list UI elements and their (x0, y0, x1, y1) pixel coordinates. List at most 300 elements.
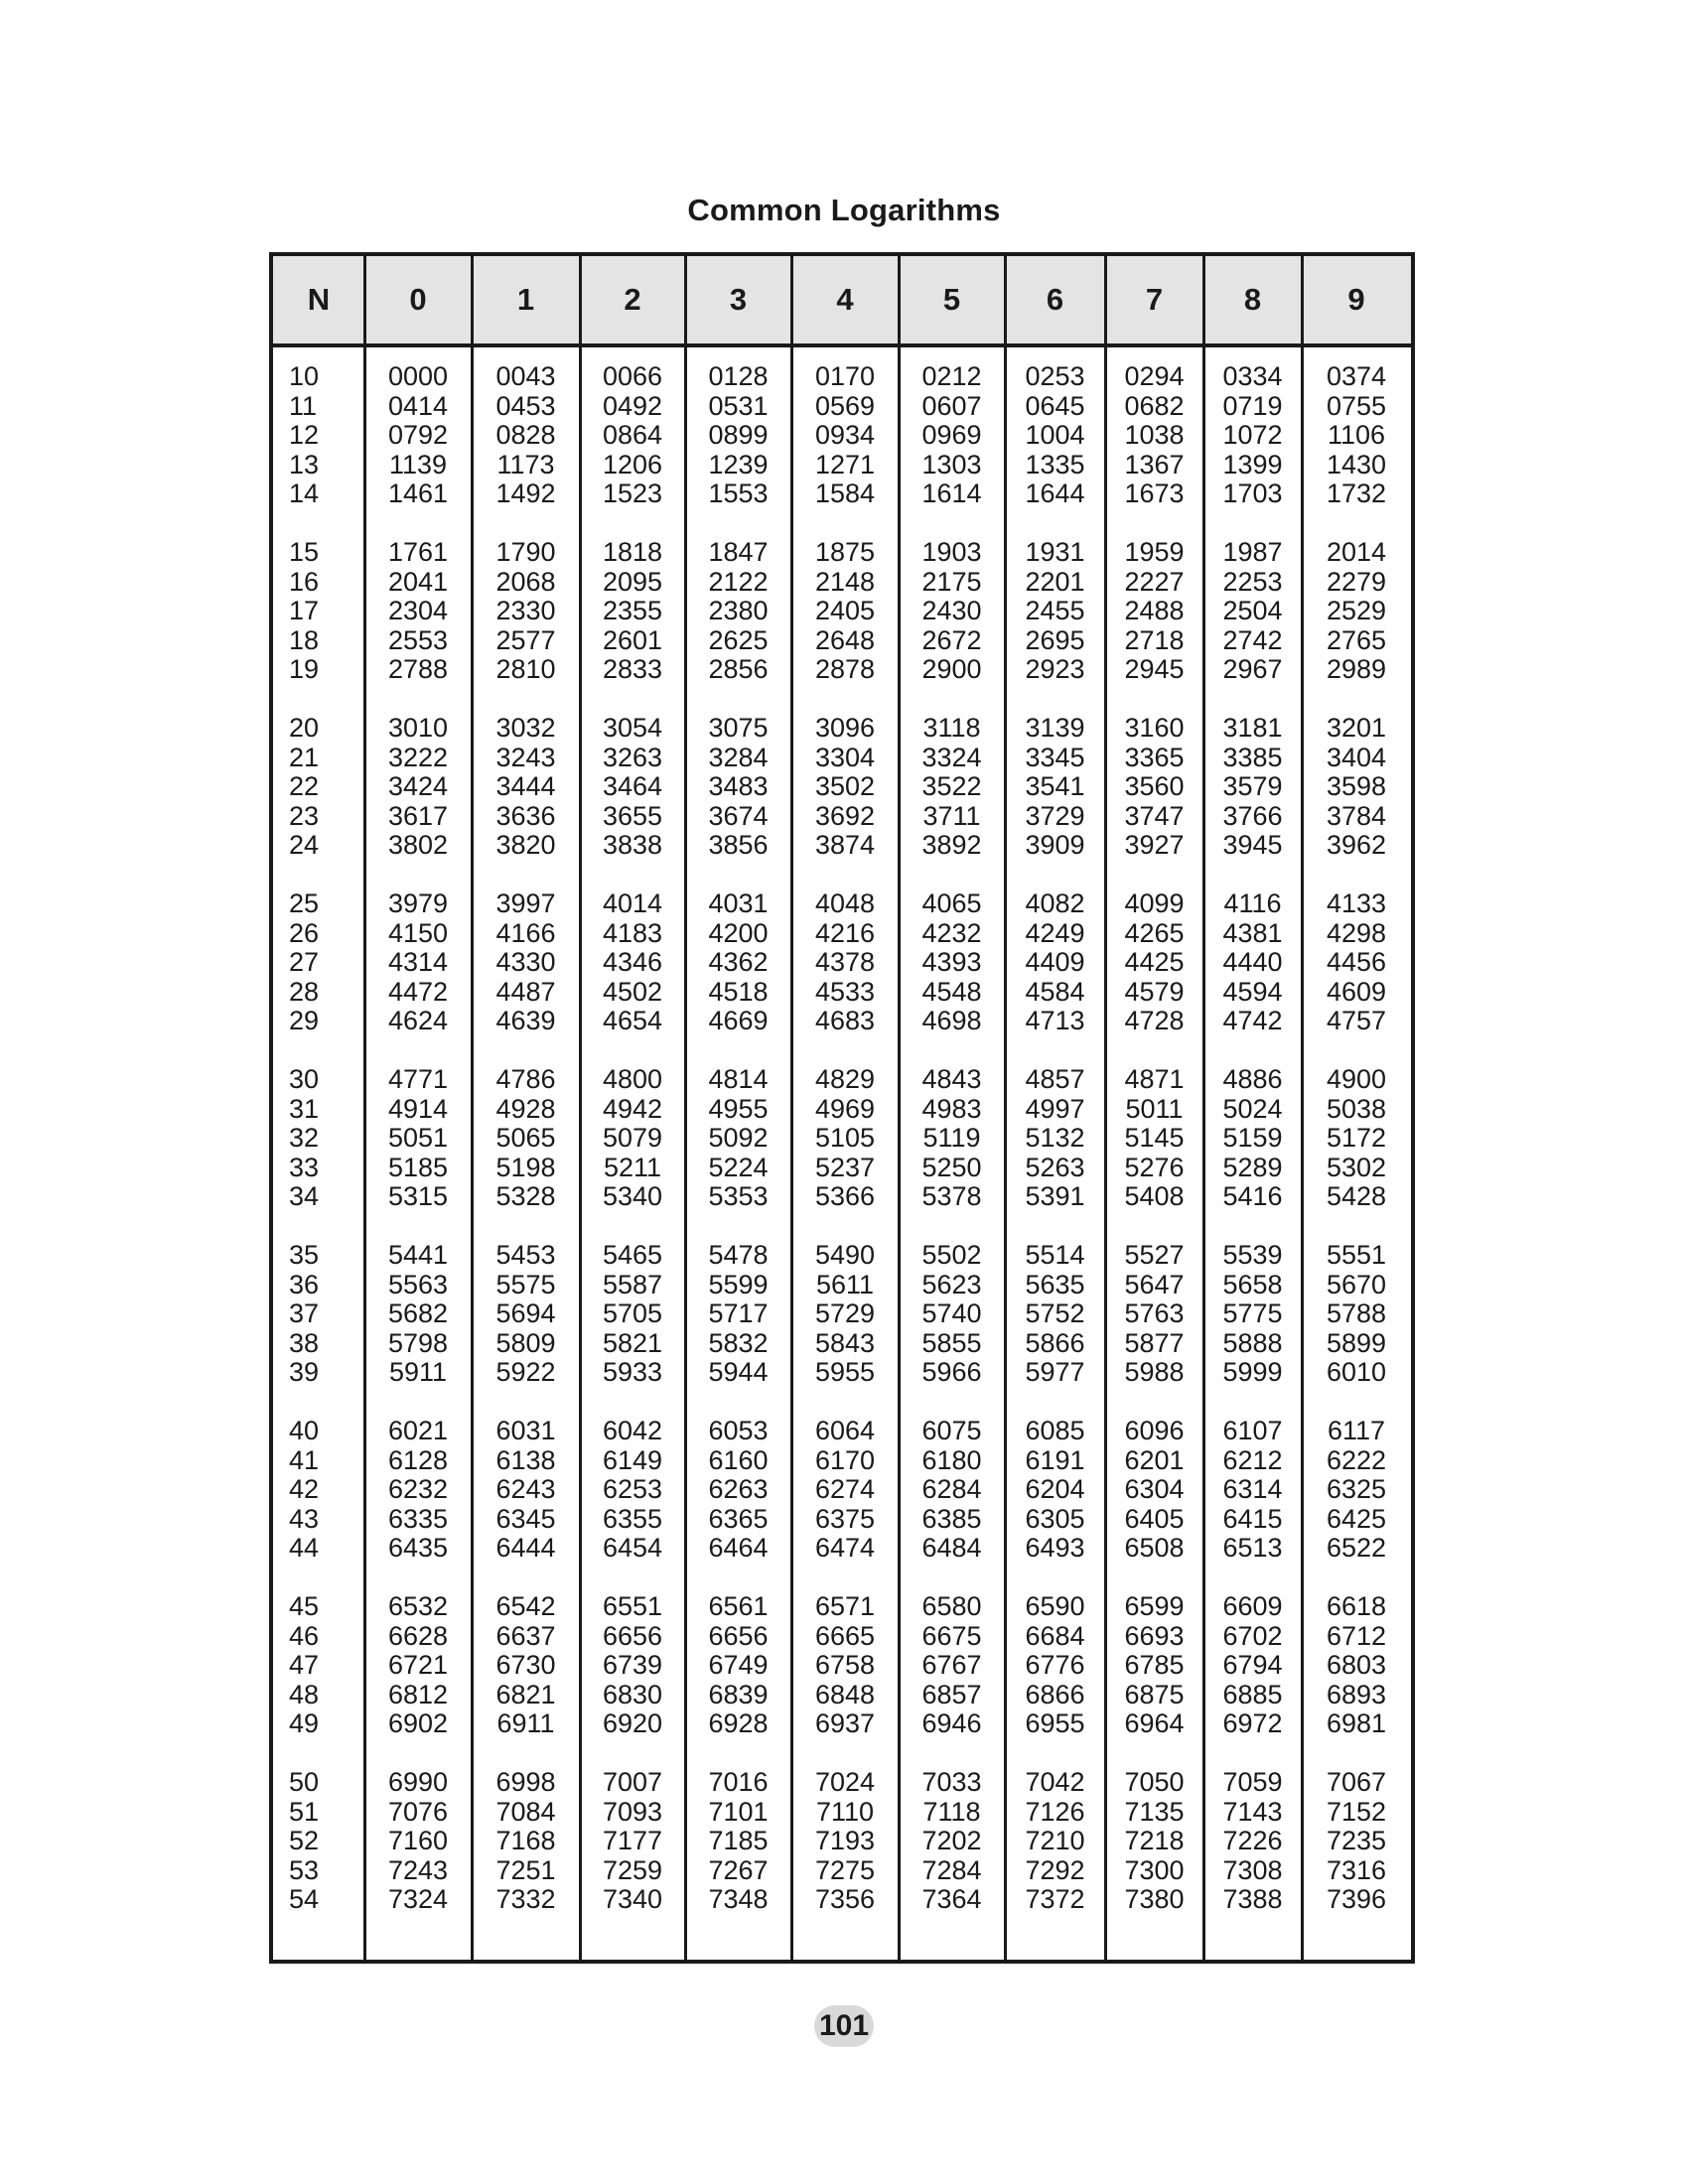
log-value-cell: 7059 (1222, 1767, 1283, 1797)
log-value-cell: 1761 (387, 537, 449, 567)
log-value-cell: 3766 (1222, 800, 1283, 831)
row-number-cell: 52 (289, 1826, 320, 1856)
log-value-cell: 1492 (495, 478, 556, 509)
log-value-cell: 6053 (708, 1416, 769, 1445)
log-value-cell: 4969 (814, 1093, 876, 1124)
log-value-cell: 5977 (1025, 1357, 1085, 1388)
log-value-cell: 4900 (1326, 1064, 1387, 1094)
log-value-cell: 5263 (1025, 1152, 1085, 1182)
log-value-cell: 4065 (921, 888, 982, 918)
log-value-cell: 5011 (1125, 1093, 1184, 1124)
column-header-n: N (307, 282, 331, 317)
log-value-cell: 1271 (814, 449, 876, 479)
log-value-cell: 3711 (922, 800, 981, 831)
log-value-cell: 1139 (388, 449, 448, 479)
log-value-cell: 6920 (602, 1708, 663, 1739)
log-value-cell: 4346 (602, 947, 663, 978)
log-value-cell: 6812 (387, 1679, 449, 1709)
log-value-cell: 6618 (1326, 1591, 1387, 1621)
log-value-cell: 5911 (388, 1357, 448, 1388)
log-value-cell: 1303 (921, 449, 982, 479)
log-value-cell: 6075 (921, 1416, 982, 1445)
log-value-cell: 1553 (708, 478, 769, 509)
log-value-cell: 6325 (1326, 1474, 1387, 1505)
log-value-cell: 3945 (1222, 830, 1283, 861)
log-value-cell: 5441 (387, 1240, 449, 1270)
row-number-cell: 43 (289, 1503, 320, 1534)
log-value-cell: 2304 (387, 596, 449, 626)
log-value-cell: 2504 (1222, 596, 1283, 626)
log-value-cell: 7177 (602, 1826, 663, 1856)
log-value-cell: 4425 (1124, 947, 1185, 978)
log-value-cell: 4116 (1223, 888, 1282, 918)
log-value-cell: 6513 (1222, 1533, 1283, 1564)
log-value-cell: 4871 (1124, 1064, 1185, 1094)
log-value-cell: 5514 (1025, 1240, 1085, 1270)
log-value-cell: 3747 (1124, 800, 1185, 831)
log-value-cell: 2227 (1124, 566, 1185, 597)
log-value-cell: 3160 (1124, 713, 1185, 743)
log-value-cell: 7126 (1025, 1796, 1085, 1827)
log-value-cell: 6444 (495, 1533, 556, 1564)
log-value-cell: 3284 (708, 742, 769, 772)
column-divider (1202, 256, 1205, 1960)
page-title: Common Logarithms (687, 193, 1001, 227)
log-value-cell: 4381 (1222, 917, 1283, 948)
log-value-cell: 4742 (1222, 1006, 1283, 1036)
log-value-cell: 6857 (921, 1679, 982, 1709)
log-value-cell: 6064 (814, 1416, 876, 1445)
row-number-cell: 23 (289, 800, 320, 831)
log-value-cell: 6107 (1222, 1416, 1283, 1445)
row-number-cell: 22 (289, 771, 320, 802)
log-value-cell: 0607 (921, 390, 982, 421)
log-value-cell: 4683 (814, 1006, 876, 1036)
log-value-cell: 2900 (921, 654, 982, 685)
log-value-cell: 4330 (495, 947, 556, 978)
log-value-cell: 5855 (921, 1327, 982, 1358)
row-number-cell: 50 (289, 1767, 320, 1797)
log-value-cell: 4886 (1222, 1064, 1283, 1094)
log-value-cell: 7076 (387, 1796, 449, 1827)
log-value-cell: 5502 (921, 1240, 982, 1270)
log-value-cell: 0294 (1124, 361, 1185, 391)
log-value-cell: 5159 (1222, 1123, 1283, 1154)
log-value-cell: 2405 (814, 596, 876, 626)
row-number-cell: 53 (289, 1854, 320, 1885)
log-value-cell: 6955 (1025, 1708, 1085, 1739)
log-value-cell: 3674 (708, 800, 769, 831)
log-value-cell: 3324 (921, 742, 982, 772)
log-value-cell: 4983 (921, 1093, 982, 1124)
row-number-cell: 34 (289, 1181, 320, 1212)
log-value-cell: 6902 (387, 1708, 449, 1739)
row-number-cell: 12 (289, 420, 320, 451)
log-value-cell: 5821 (602, 1327, 663, 1358)
log-value-cell: 7235 (1326, 1826, 1387, 1856)
row-number-cell: 54 (289, 1884, 320, 1915)
log-value-cell: 3598 (1326, 771, 1387, 802)
log-value-cell: 1173 (496, 449, 555, 479)
log-value-cell: 7016 (708, 1767, 769, 1797)
row-number-cell: 15 (289, 537, 320, 567)
log-value-cell: 1038 (1124, 420, 1185, 451)
log-value-cell: 3997 (495, 888, 556, 918)
log-value-cell: 5933 (602, 1357, 663, 1388)
log-value-cell: 2355 (602, 596, 663, 626)
row-number-cell: 35 (289, 1240, 320, 1270)
log-value-cell: 1703 (1222, 478, 1283, 509)
log-value-cell: 0792 (387, 420, 449, 451)
log-value-cell: 7185 (708, 1826, 769, 1856)
log-value-cell: 5250 (921, 1152, 982, 1182)
log-value-cell: 4048 (814, 888, 876, 918)
log-value-cell: 6972 (1222, 1708, 1283, 1739)
log-value-cell: 4548 (921, 976, 982, 1007)
log-value-cell: 5391 (1025, 1181, 1085, 1212)
log-value-cell: 1818 (602, 537, 663, 567)
log-value-cell: 6191 (1025, 1444, 1085, 1475)
column-divider (1104, 256, 1107, 1960)
log-value-cell: 3424 (387, 771, 449, 802)
log-value-cell: 3979 (387, 888, 449, 918)
log-value-cell: 0645 (1025, 390, 1085, 421)
log-value-cell: 3560 (1124, 771, 1185, 802)
log-value-cell: 5888 (1222, 1327, 1283, 1358)
log-value-cell: 6675 (921, 1620, 982, 1651)
row-number-cell: 41 (289, 1444, 320, 1475)
log-value-cell: 3010 (387, 713, 449, 743)
log-value-cell: 3483 (708, 771, 769, 802)
log-value-cell: 6405 (1124, 1503, 1185, 1534)
log-value-cell: 5729 (814, 1298, 876, 1329)
log-value-cell: 6693 (1124, 1620, 1185, 1651)
log-value-cell: 5065 (495, 1123, 556, 1154)
log-value-cell: 5809 (495, 1327, 556, 1358)
log-value-cell: 2833 (602, 654, 663, 685)
log-value-cell: 3096 (814, 713, 876, 743)
log-value-cell: 6010 (1326, 1357, 1387, 1388)
log-value-cell: 4771 (387, 1064, 449, 1094)
column-header-0: 0 (409, 282, 427, 317)
log-value-cell: 5105 (814, 1123, 876, 1154)
log-value-cell: 6304 (1124, 1474, 1185, 1505)
log-value-cell: 6590 (1025, 1591, 1085, 1621)
log-value-cell: 6998 (495, 1767, 556, 1797)
log-value-cell: 4698 (921, 1006, 982, 1036)
log-value-cell: 5453 (495, 1240, 556, 1270)
log-value-cell: 1903 (921, 537, 982, 567)
log-value-cell: 2765 (1326, 624, 1387, 655)
log-value-cell: 7275 (814, 1854, 876, 1885)
log-value-cell: 4654 (602, 1006, 663, 1036)
log-value-cell: 4298 (1326, 917, 1387, 948)
log-value-cell: 6180 (921, 1444, 982, 1475)
log-value-cell: 6785 (1124, 1650, 1185, 1681)
log-value-cell: 0719 (1222, 390, 1283, 421)
log-value-cell: 7259 (602, 1854, 663, 1885)
log-value-cell: 6355 (602, 1503, 663, 1534)
column-header-9: 9 (1347, 282, 1365, 317)
column-header-2: 2 (624, 282, 641, 317)
column-header-1: 1 (516, 282, 535, 317)
log-value-cell: 7067 (1326, 1767, 1387, 1797)
log-value-cell: 5289 (1222, 1152, 1283, 1182)
log-value-cell: 3263 (602, 742, 663, 772)
log-value-cell: 2455 (1025, 596, 1085, 626)
log-value-cell: 6928 (708, 1708, 769, 1739)
log-table (269, 252, 1415, 1964)
log-value-cell: 2175 (921, 566, 982, 597)
log-value-cell: 7300 (1124, 1854, 1185, 1885)
row-number-cell: 32 (289, 1123, 320, 1154)
log-value-cell: 0253 (1025, 361, 1085, 391)
log-value-cell: 6571 (814, 1591, 876, 1621)
row-number-cell: 14 (289, 478, 320, 509)
log-value-cell: 7143 (1222, 1796, 1283, 1827)
log-value-cell: 3784 (1326, 800, 1387, 831)
log-value-cell: 4456 (1326, 947, 1387, 978)
row-number-cell: 31 (289, 1093, 320, 1124)
log-value-cell: 6335 (387, 1503, 449, 1534)
log-value-cell: 6749 (708, 1650, 769, 1681)
log-value-cell: 1732 (1326, 478, 1387, 509)
log-value-cell: 5966 (921, 1357, 982, 1388)
log-value-cell: 3201 (1326, 713, 1387, 743)
log-value-cell: 6522 (1326, 1533, 1387, 1564)
log-value-cell: 7152 (1326, 1796, 1387, 1827)
log-value-cell: 2253 (1222, 566, 1283, 597)
column-header-8: 8 (1243, 282, 1262, 317)
column-divider (471, 256, 474, 1960)
log-value-cell: 3365 (1124, 742, 1185, 772)
log-value-cell: 6454 (602, 1533, 663, 1564)
log-value-cell: 7218 (1124, 1826, 1185, 1856)
log-value-cell: 6222 (1326, 1444, 1387, 1475)
column-divider (1004, 256, 1007, 1960)
log-value-cell: 7324 (387, 1884, 449, 1915)
log-value-cell: 1206 (602, 449, 663, 479)
log-value-cell: 2625 (708, 624, 769, 655)
log-value-cell: 1367 (1124, 449, 1185, 479)
row-number-cell: 27 (289, 947, 320, 978)
log-value-cell: 6767 (921, 1650, 982, 1681)
log-value-cell: 2695 (1025, 624, 1085, 655)
log-value-cell: 2488 (1124, 596, 1185, 626)
log-value-cell: 4609 (1326, 976, 1387, 1007)
page-number: 101 (814, 2005, 874, 2047)
log-value-cell: 5775 (1222, 1298, 1283, 1329)
log-value-cell: 2945 (1124, 654, 1185, 685)
log-value-cell: 3636 (495, 800, 556, 831)
log-value-cell: 6508 (1124, 1533, 1185, 1564)
log-value-cell: 6493 (1025, 1533, 1085, 1564)
log-value-cell: 7042 (1025, 1767, 1085, 1797)
log-value-cell: 4265 (1124, 917, 1185, 948)
log-value-cell: 5353 (708, 1181, 769, 1212)
log-value-cell: 6031 (495, 1416, 556, 1445)
log-value-cell: 5092 (708, 1123, 769, 1154)
log-value-cell: 2923 (1025, 654, 1085, 685)
log-value-cell: 5490 (814, 1240, 876, 1270)
log-value-cell: 0682 (1124, 390, 1185, 421)
log-value-cell: 1430 (1326, 449, 1387, 479)
log-value-cell: 7226 (1222, 1826, 1283, 1856)
log-value-cell: 3118 (922, 713, 981, 743)
log-value-cell: 5428 (1326, 1181, 1387, 1212)
log-value-cell: 5647 (1124, 1269, 1185, 1299)
log-value-cell: 6885 (1222, 1679, 1283, 1709)
log-value-cell: 2989 (1326, 654, 1387, 685)
log-value-cell: 5024 (1222, 1093, 1283, 1124)
log-value-cell: 4249 (1025, 917, 1085, 948)
row-number-cell: 46 (289, 1620, 320, 1651)
log-value-cell: 6730 (495, 1650, 556, 1681)
log-value-cell: 1461 (387, 478, 449, 509)
log-value-cell: 2601 (602, 624, 663, 655)
log-value-cell: 5623 (921, 1269, 982, 1299)
column-divider (363, 256, 366, 1960)
log-value-cell: 6435 (387, 1533, 449, 1564)
log-value-cell: 3502 (814, 771, 876, 802)
log-value-cell: 6830 (602, 1679, 663, 1709)
log-value-cell: 0128 (708, 361, 769, 391)
log-value-cell: 5599 (708, 1269, 769, 1299)
log-value-cell: 7093 (602, 1796, 663, 1827)
log-value-cell: 5899 (1326, 1327, 1387, 1358)
log-value-cell: 5132 (1025, 1123, 1085, 1154)
log-value-cell: 5611 (815, 1269, 875, 1299)
log-value-cell: 0969 (921, 420, 982, 451)
log-value-cell: 3075 (708, 713, 769, 743)
log-value-cell: 4669 (708, 1006, 769, 1036)
log-value-cell: 7356 (814, 1884, 876, 1915)
log-value-cell: 6263 (708, 1474, 769, 1505)
log-value-cell: 6656 (602, 1620, 663, 1651)
row-number-cell: 13 (289, 449, 320, 479)
row-number-cell: 38 (289, 1327, 320, 1358)
log-value-cell: 5944 (708, 1357, 769, 1388)
log-value-cell: 5465 (602, 1240, 663, 1270)
log-value-cell: 7388 (1222, 1884, 1283, 1915)
log-value-cell: 5276 (1124, 1152, 1185, 1182)
log-value-cell: 4440 (1222, 947, 1283, 978)
row-number-cell: 37 (289, 1298, 320, 1329)
row-number-cell: 10 (289, 361, 320, 391)
log-value-cell: 7024 (814, 1767, 876, 1797)
log-value-cell: 7332 (495, 1884, 556, 1915)
log-value-cell: 5211 (603, 1152, 662, 1182)
log-value-cell: 6561 (708, 1591, 769, 1621)
log-value-cell: 4843 (921, 1064, 982, 1094)
log-value-cell: 5340 (602, 1181, 663, 1212)
log-value-cell: 6201 (1124, 1444, 1185, 1475)
log-value-cell: 5366 (814, 1181, 876, 1212)
log-value-cell: 6848 (814, 1679, 876, 1709)
log-value-cell: 3385 (1222, 742, 1283, 772)
log-value-cell: 2380 (708, 596, 769, 626)
log-value-cell: 3909 (1025, 830, 1085, 861)
row-number-cell: 21 (289, 742, 320, 772)
log-value-cell: 4362 (708, 947, 769, 978)
log-value-cell: 6204 (1025, 1474, 1085, 1505)
log-value-cell: 3579 (1222, 771, 1283, 802)
log-value-cell: 3874 (814, 830, 876, 861)
log-value-cell: 7160 (387, 1826, 449, 1856)
log-value-cell: 6542 (495, 1591, 556, 1621)
log-value-cell: 0531 (708, 390, 769, 421)
log-value-cell: 5763 (1124, 1298, 1185, 1329)
log-value-cell: 1072 (1222, 420, 1283, 451)
log-value-cell: 5575 (495, 1269, 556, 1299)
log-value-cell: 6232 (387, 1474, 449, 1505)
log-value-cell: 4786 (495, 1064, 556, 1094)
log-value-cell: 3802 (387, 830, 449, 861)
log-value-cell: 3444 (495, 771, 556, 802)
log-value-cell: 3243 (495, 742, 556, 772)
log-value-cell: 7168 (495, 1826, 556, 1856)
log-value-cell: 4594 (1222, 976, 1283, 1007)
log-value-cell: 0212 (921, 361, 982, 391)
row-number-cell: 42 (289, 1474, 320, 1505)
log-value-cell: 4232 (921, 917, 982, 948)
log-value-cell: 6253 (602, 1474, 663, 1505)
log-value-cell: 2648 (814, 624, 876, 655)
log-value-cell: 6385 (921, 1503, 982, 1534)
log-value-cell: 6911 (496, 1708, 555, 1739)
log-value-cell: 4378 (814, 947, 876, 978)
row-number-cell: 28 (289, 976, 320, 1007)
log-value-cell: 5172 (1326, 1123, 1387, 1154)
log-value-cell: 5237 (814, 1152, 876, 1182)
log-value-cell: 6803 (1326, 1650, 1387, 1681)
log-value-cell: 1931 (1025, 537, 1085, 567)
log-value-cell: 3927 (1124, 830, 1185, 861)
row-number-cell: 49 (289, 1708, 320, 1739)
log-value-cell: 5922 (495, 1357, 556, 1388)
row-number-cell: 48 (289, 1679, 320, 1709)
log-value-cell: 6609 (1222, 1591, 1283, 1621)
log-value-cell: 4183 (602, 917, 663, 948)
log-value-cell: 5527 (1124, 1240, 1185, 1270)
log-value-cell: 7348 (708, 1884, 769, 1915)
row-number-cell: 33 (289, 1152, 320, 1182)
log-value-cell: 6365 (708, 1503, 769, 1534)
log-value-cell: 6085 (1025, 1416, 1085, 1445)
log-value-cell: 4393 (921, 947, 982, 978)
log-value-cell: 6474 (814, 1533, 876, 1564)
log-value-cell: 7396 (1326, 1884, 1387, 1915)
log-value-cell: 1106 (1327, 420, 1386, 451)
log-value-cell: 6637 (495, 1620, 556, 1651)
row-number-cell: 11 (289, 390, 318, 421)
column-divider (1301, 256, 1304, 1960)
log-value-cell: 5038 (1326, 1093, 1387, 1124)
log-value-cell: 7380 (1124, 1884, 1185, 1915)
log-value-cell: 4082 (1025, 888, 1085, 918)
log-value-cell: 3856 (708, 830, 769, 861)
log-value-cell: 3962 (1326, 830, 1387, 861)
row-number-cell: 40 (289, 1416, 320, 1445)
log-value-cell: 2856 (708, 654, 769, 685)
log-value-cell: 4914 (387, 1093, 449, 1124)
log-value-cell: 4997 (1025, 1093, 1085, 1124)
row-number-cell: 51 (289, 1796, 320, 1827)
row-number-cell: 30 (289, 1064, 320, 1094)
log-value-cell: 2810 (495, 654, 556, 685)
log-value-cell: 4216 (814, 917, 876, 948)
row-number-cell: 18 (289, 624, 320, 655)
